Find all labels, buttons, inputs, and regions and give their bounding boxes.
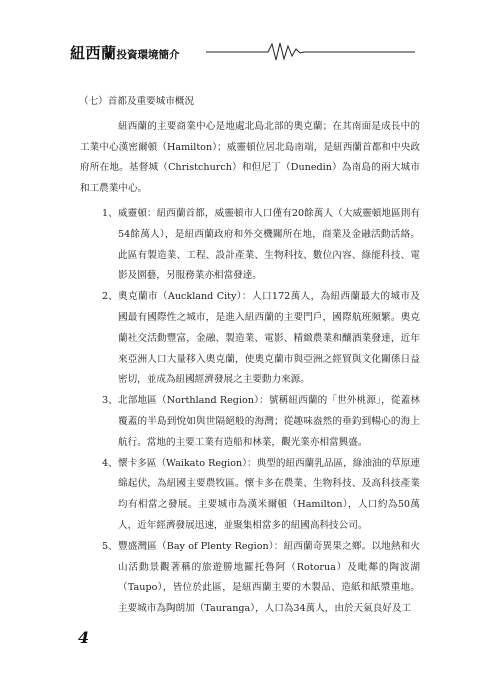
list-item [80,454,420,537]
list-item [80,391,420,453]
list-item-number: 1、 [102,207,118,219]
list-item-text: 懷卡多區（Waikato Region）：典型的紐西蘭乳品區，綠油油的草原連綿起伏，為紐國主要農牧區。懷卡多在農業、生物科技、及高科技產業均有相當之發展。主要城市為漢米爾頓（Hamilton），人口約為50萬人，近年經濟發展迅速，並聚集相當多的紐國高科技公司。 [118,457,420,531]
section-heading: （七）首都及重要城市概況 [79,96,195,107]
intro-paragraph: 紐西蘭的主要商業中心是地處北島北部的奧克蘭；在其南面是成長中的工業中心漢密爾頓（Hamilton）；威靈頓位居北島南端，是紐西蘭首都和中央政府所在地。基督城（Christchurch）和但尼丁（Dunedin）為南島的兩大城市和工農業中心。 [80,120,420,195]
list-item-text: 豐盛灣區（Bay of Plenty Region）：紐西蘭奇異果之鄉。以地熱和火山活動景觀著稱的旅遊勝地羅托魯阿（Rotorua）及毗鄰的陶波湖（Taupo），皆位於此區，是紐西蘭主要的木製品、造紙和紙漿重地。主要城市為陶朗加（Tauranga），人口為34萬人，由於天氣良好及工 [118,540,420,615]
header-title-sub: 投資環境簡介 [116,49,180,61]
list-item [80,537,420,620]
list-item-text: 北部地區（Northland Region）：號稱紐西蘭的「世外桃源」，從蓋林覆蓋的半島到悅如與世隔絕般的海灣；從趣味盎然的垂釣到暢心的海上航行。當地的主要工業有造船和林業，觀光業亦相當興盛。 [118,395,420,448]
list-item-text: 奧克蘭市（Auckland City）：人口172萬人，為紐西蘭最大的城市及國最有國際性之城市，是進入紐西蘭的主要門戶，國際航班頻繁。奧克蘭社交活動豐富，金融、製造業、電影、精緻農業和釀酒業發達，近年來亞洲人口大量移入奧克蘭，使奧克蘭市與亞洲之經貿與文化關係日益密切，並成為紐國經濟發展之主要動力來源。 [118,291,420,386]
list-item-number: 2、 [102,291,118,303]
running-header [70,40,415,62]
header-title-main: 紐西蘭 [70,44,117,62]
page-number: 4 [78,628,90,647]
heartbeat-line-decoration [206,40,415,62]
list-item-text: 威靈頓：紐西蘭首都，威靈頓市人口僅有20餘萬人（大威靈頓地區則有54餘萬人），是紐西蘭政府和外交機關所在地，商業及金融活動活絡。此區有製造業、工程、設計產業、生物科技、數位內容、綠能科技、電影及園藝，另服務業亦相當發達。 [118,207,420,282]
city-list [80,204,420,620]
list-item-number: 4、 [102,457,118,469]
list-item-number: 5、 [102,540,118,552]
document-body [80,92,420,620]
list-item-number: 3、 [102,395,118,407]
list-item [80,287,420,391]
header-title [70,42,180,63]
list-item [80,204,420,287]
